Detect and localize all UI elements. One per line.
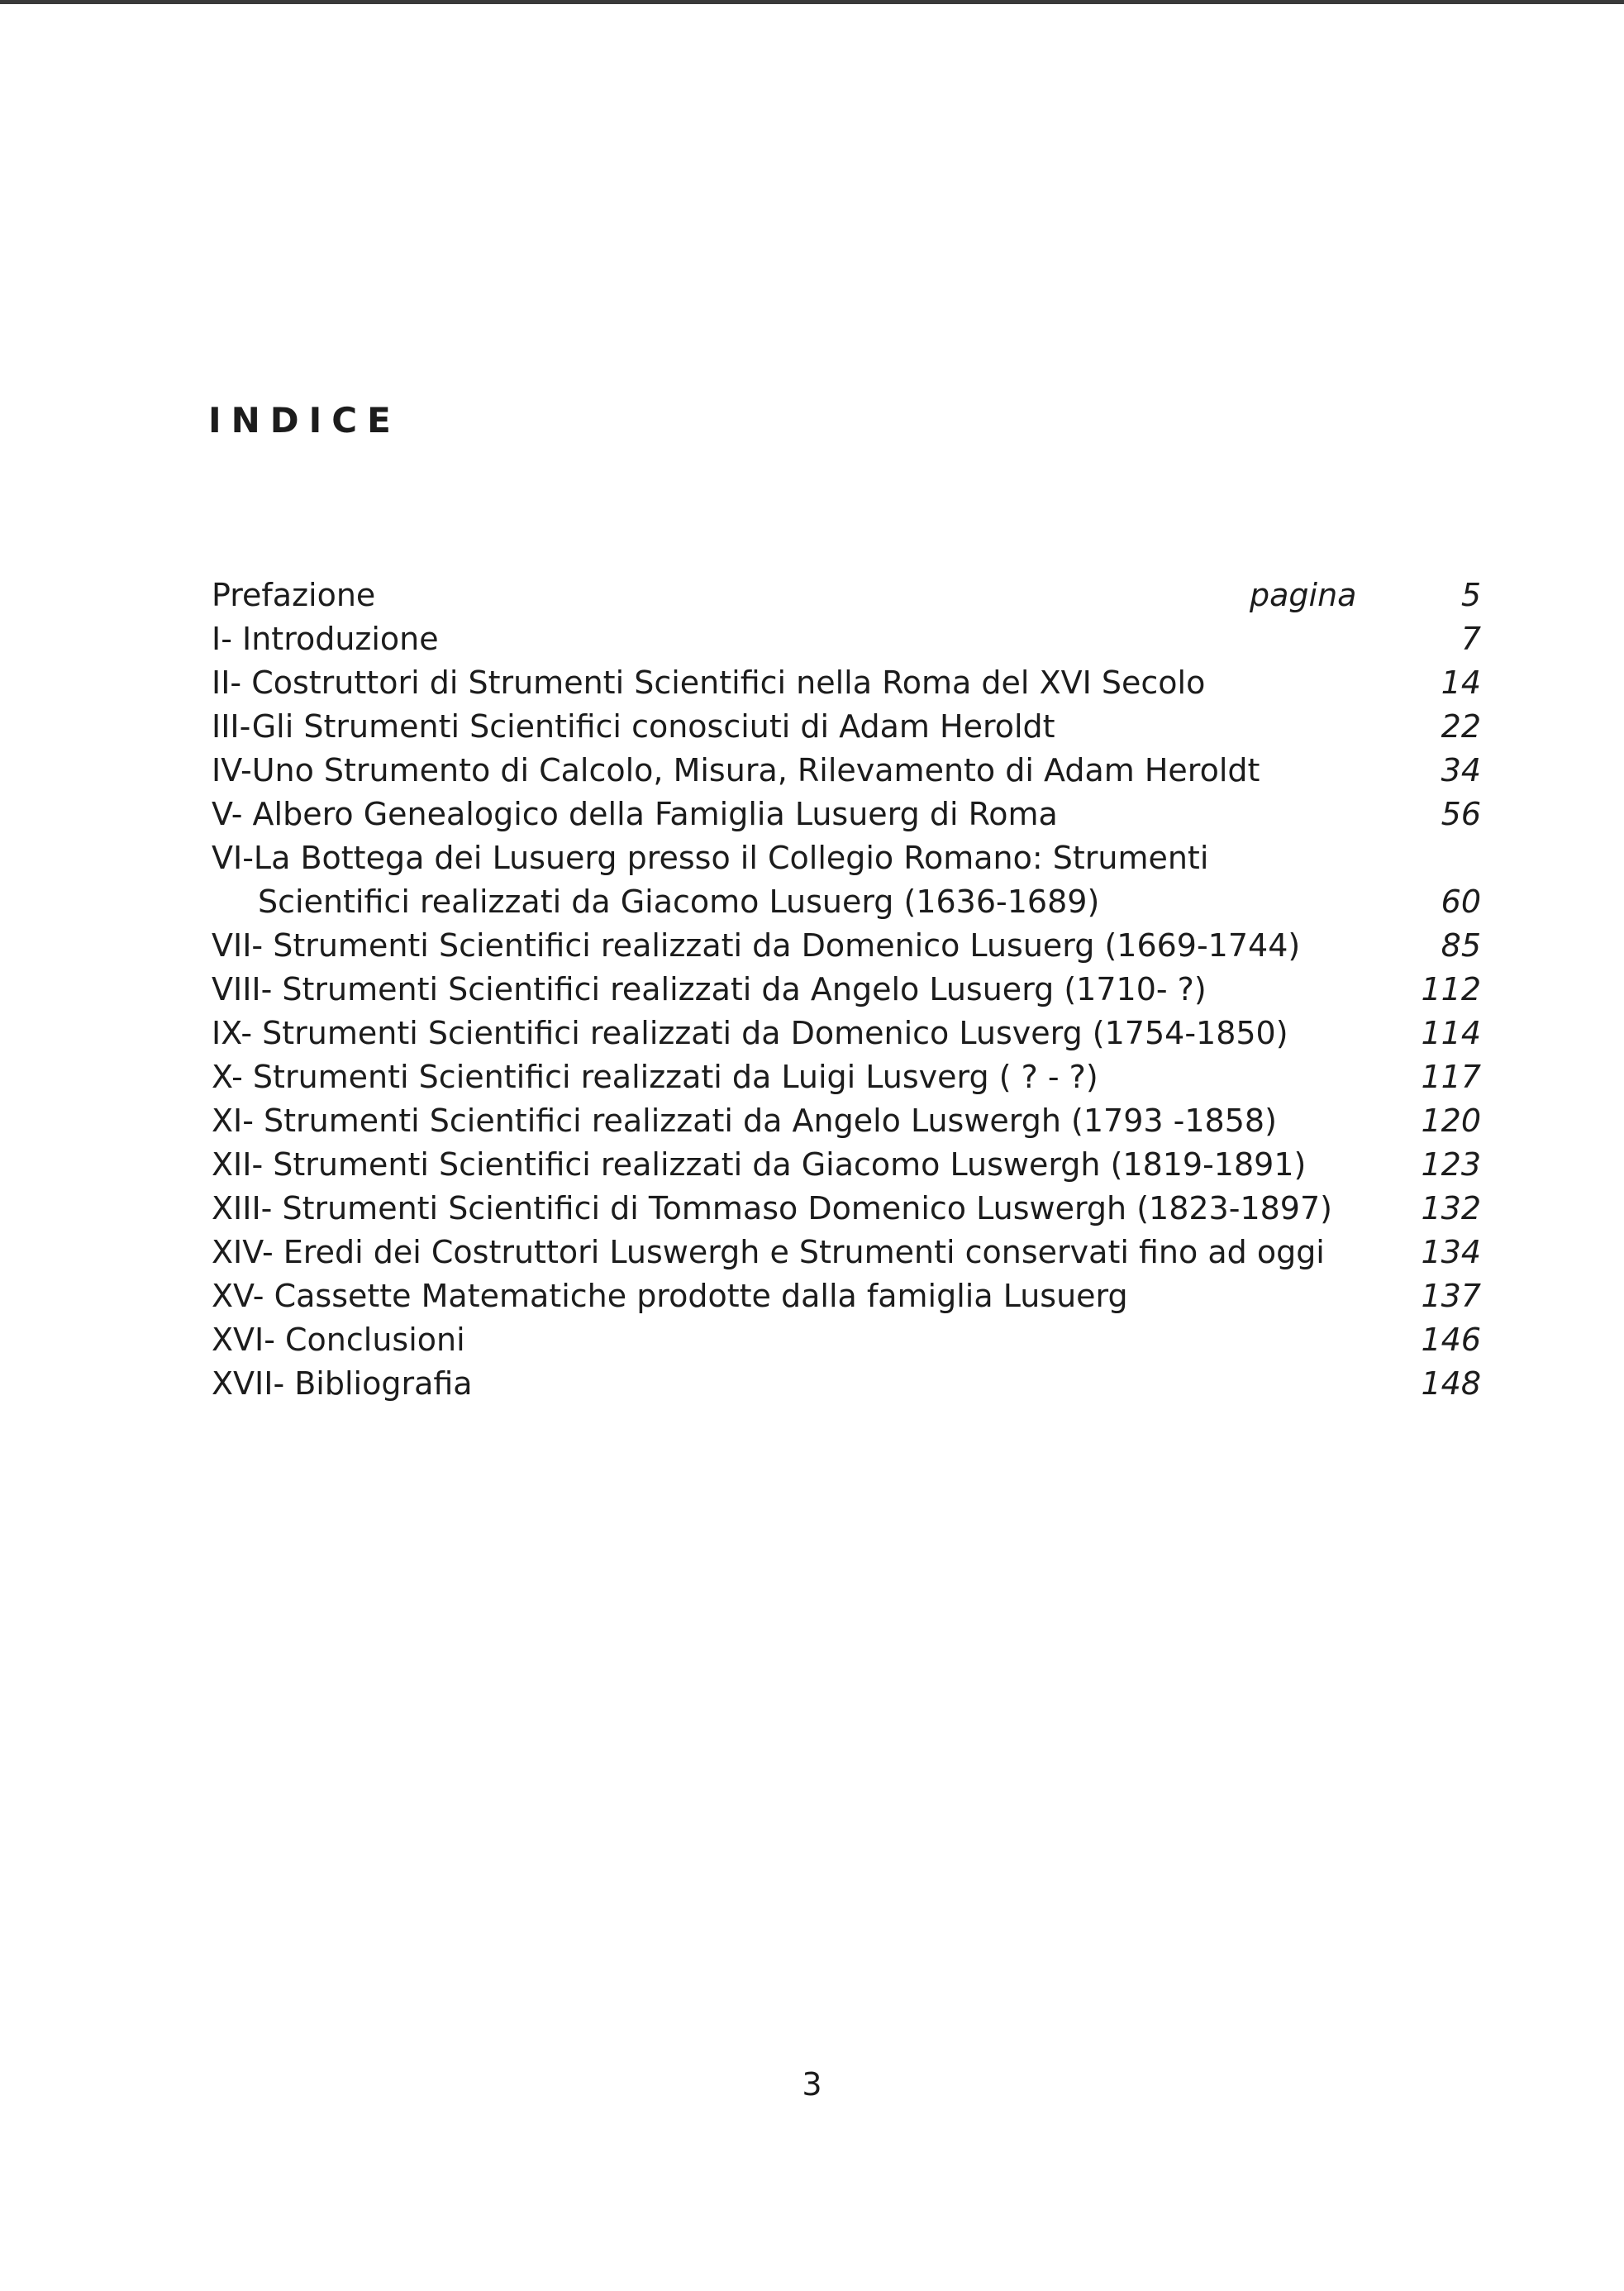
toc-entry: [208, 836, 1481, 880]
toc-entry: [208, 924, 1481, 968]
table-of-contents: [208, 574, 1481, 1406]
toc-entry: [208, 793, 1481, 836]
toc-entry-title: XVII- Bibliografia: [212, 1365, 473, 1402]
toc-entry-page: 114: [1421, 1015, 1481, 1051]
toc-entry-title: XV- Cassette Matematiche prodotte dalla famiglia Lusuerg: [212, 1278, 1128, 1314]
toc-entry-title: IV-Uno Strumento di Calcolo, Misura, Rilevamento di Adam Heroldt: [212, 752, 1260, 788]
toc-entry-page: 132: [1421, 1190, 1481, 1226]
top-edge-rule: [0, 0, 1624, 4]
toc-entry-page: 14: [1441, 664, 1481, 701]
toc-entry-page: 112: [1421, 971, 1481, 1007]
toc-entry-title: XVI- Conclusioni: [212, 1322, 465, 1358]
toc-entry-page: 34: [1441, 752, 1481, 788]
toc-entry-page: 117: [1421, 1059, 1481, 1095]
toc-entry-title: VI-La Bottega dei Lusuerg presso il Collegio Romano: Strumenti: [212, 840, 1209, 876]
toc-entry: [208, 1362, 1481, 1406]
toc-entry-page: 22: [1441, 708, 1481, 745]
toc-entry-page: 120: [1421, 1103, 1481, 1139]
toc-entry: [208, 1012, 1481, 1055]
toc-entry-title: Scientifici realizzati da Giacomo Lusuerg (1636-1689): [258, 884, 1100, 920]
pagina-label: pagina: [1250, 577, 1357, 613]
toc-entry-page: 134: [1421, 1234, 1481, 1270]
toc-entry-title: X- Strumenti Scientifici realizzati da Luigi Lusverg ( ? - ?): [212, 1059, 1098, 1095]
toc-entry: [208, 617, 1481, 661]
page-title: INDICE: [208, 400, 401, 441]
toc-entry-page: 7: [1460, 621, 1481, 657]
toc-entry-page: 137: [1421, 1278, 1481, 1314]
toc-entry-title: IX- Strumenti Scientifici realizzati da Domenico Lusverg (1754-1850): [212, 1015, 1288, 1051]
toc-entry: [208, 574, 1481, 617]
toc-entry-page: 148: [1421, 1365, 1481, 1402]
toc-entry-page: 60: [1441, 884, 1481, 920]
toc-entry-page: 146: [1421, 1322, 1481, 1358]
toc-entry: [208, 749, 1481, 793]
toc-entry-title: XI- Strumenti Scientifici realizzati da Angelo Luswergh (1793 -1858): [212, 1103, 1277, 1139]
toc-entry-title: III-Gli Strumenti Scientifici conosciuti di Adam Heroldt: [212, 708, 1055, 745]
toc-entry-title: XII- Strumenti Scientifici realizzati da Giacomo Luswergh (1819-1891): [212, 1146, 1307, 1183]
toc-entry-page: 5: [1460, 577, 1481, 613]
toc-entry-page: 85: [1441, 927, 1481, 964]
toc-entry: [208, 1231, 1481, 1274]
toc-entry: [208, 1143, 1481, 1187]
toc-entry: [208, 1099, 1481, 1143]
toc-entry-title: XIV- Eredi dei Costruttori Luswergh e Strumenti conservati fino ad oggi: [212, 1234, 1325, 1270]
toc-entry-page: 123: [1421, 1146, 1481, 1183]
toc-entry-title: Prefazione: [212, 577, 376, 613]
toc-entry: [208, 705, 1481, 749]
toc-entry-title: II- Costruttori di Strumenti Scientifici nella Roma del XVI Secolo: [212, 664, 1206, 701]
toc-entry: [208, 968, 1481, 1012]
toc-entry-continuation: [208, 880, 1481, 924]
toc-entry: [208, 1318, 1481, 1362]
toc-entry-title: XIII- Strumenti Scientifici di Tommaso Domenico Luswergh (1823-1897): [212, 1190, 1332, 1226]
toc-entry: [208, 1187, 1481, 1231]
toc-entry: [208, 661, 1481, 705]
toc-entry-page: 56: [1441, 796, 1481, 832]
toc-entry-title: I- Introduzione: [212, 621, 439, 657]
toc-entry-title: VIII- Strumenti Scientifici realizzati da Angelo Lusuerg (1710- ?): [212, 971, 1207, 1007]
toc-entry-title: VII- Strumenti Scientifici realizzati da Domenico Lusuerg (1669-1744): [212, 927, 1301, 964]
page-number: 3: [802, 2066, 822, 2103]
toc-entry-title: V- Albero Genealogico della Famiglia Lusuerg di Roma: [212, 796, 1058, 832]
toc-entry: [208, 1274, 1481, 1318]
toc-entry: [208, 1055, 1481, 1099]
